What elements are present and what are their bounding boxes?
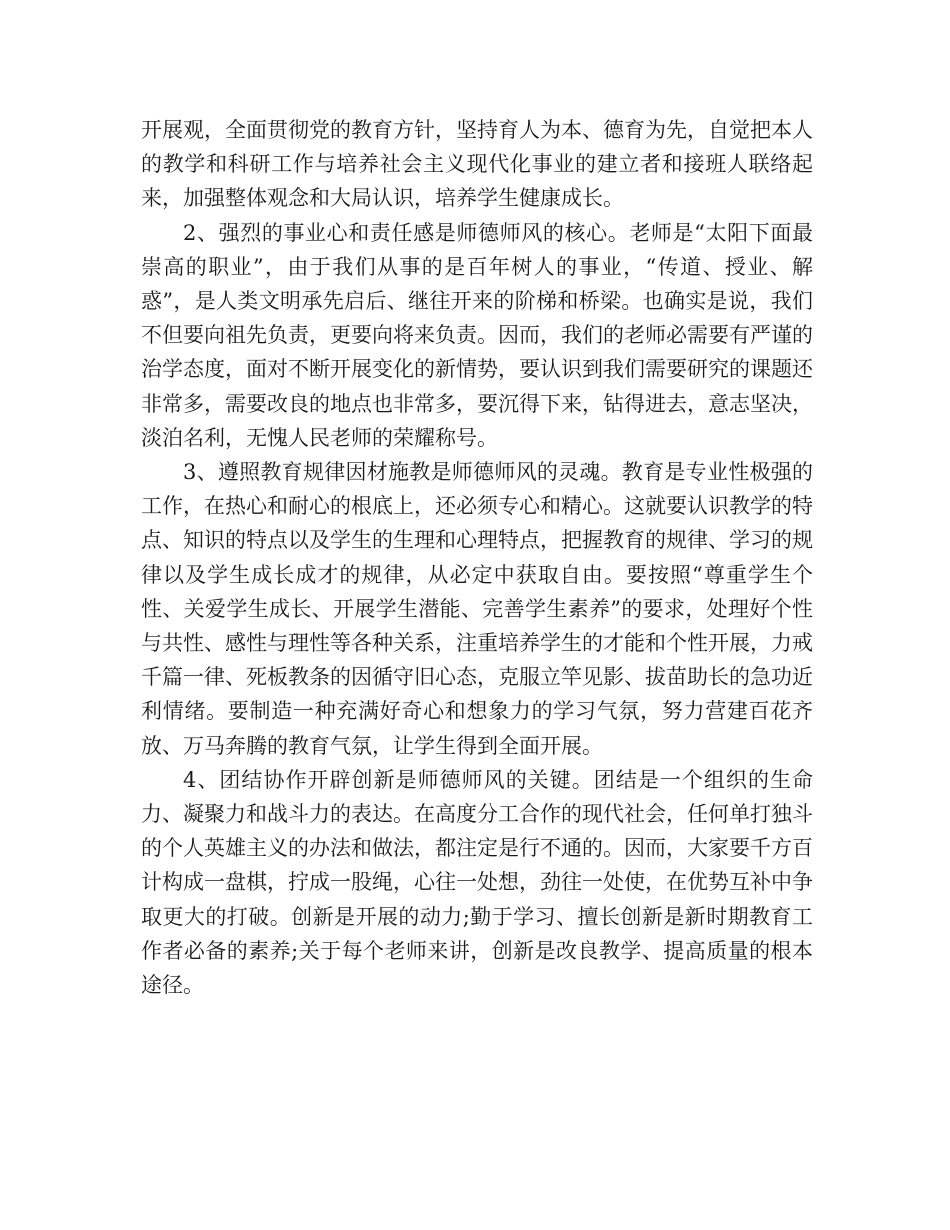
paragraph-point-2: 2、强烈的事业心和责任感是师德师风的核心。老师是“太阳下面最崇高的职业”，由于我们从事的是百年树人的事业，“传道、授业、解惑”，是人类文明承先启后、继往开来的阶梯和桥梁。也确实是说，我们不但要向祖先负责，更要向将来负责。因而，我们的老师必需要有严谨的治学态度，面对不断开展变化的新情势，要认识到我们需要研究的课题还非常多，需要改良的地点也非常多，要沉得下来，钻得进去，意志坚决，淡泊名利，无愧人民老师的荣耀称号。 <box>141 220 813 450</box>
paragraph-intro-continuation: 开展观，全面贯彻党的教育方针，坚持育人为本、德育为先，自觉把本人的教学和科研工作与培养社会主义现代化事业的建立者和接班人联络起来，加强整体观念和大局认识，培养学生健康成长。 <box>141 118 813 211</box>
paragraph-point-3: 3、遵照教育规律因材施教是师德师风的灵魂。教育是专业性极强的工作，在热心和耐心的根底上，还必须专心和精心。这就要认识教学的特点、知识的特点以及学生的生理和心理特点，把握教育的规律、学习的规律以及学生成长成才的规律，从必定中获取自由。要按照“尊重学生个性、关爱学生成长、开展学生潜能、完善学生素养”的要求，处理好个性与共性、感性与理性等各种关系，注重培养学生的才能和个性开展，力戒千篇一律、死板教条的因循守旧心态，克服立竿见影、拔苗助长的急功近利情绪。要制造一种充满好奇心和想象力的学习气氛，努力营建百花齐放、万马奔腾的教育气氛，让学生得到全面开展。 <box>141 460 813 758</box>
paragraph-point-4: 4、团结协作开辟创新是师德师风的关键。团结是一个组织的生命力、凝聚力和战斗力的表达。在高度分工合作的现代社会，任何单打独斗的个人英雄主义的办法和做法，都注定是行不通的。因而，大家要千方百计构成一盘棋，拧成一股绳，心往一处想，劲往一处使，在优势互补中争取更大的打破。创新是开展的动力;勤于学习、擅长创新是新时期教育工作者必备的素养;关于每个老师来讲，创新是改良教学、提高质量的根本途径。 <box>141 767 813 998</box>
document-body <box>141 113 813 1002</box>
